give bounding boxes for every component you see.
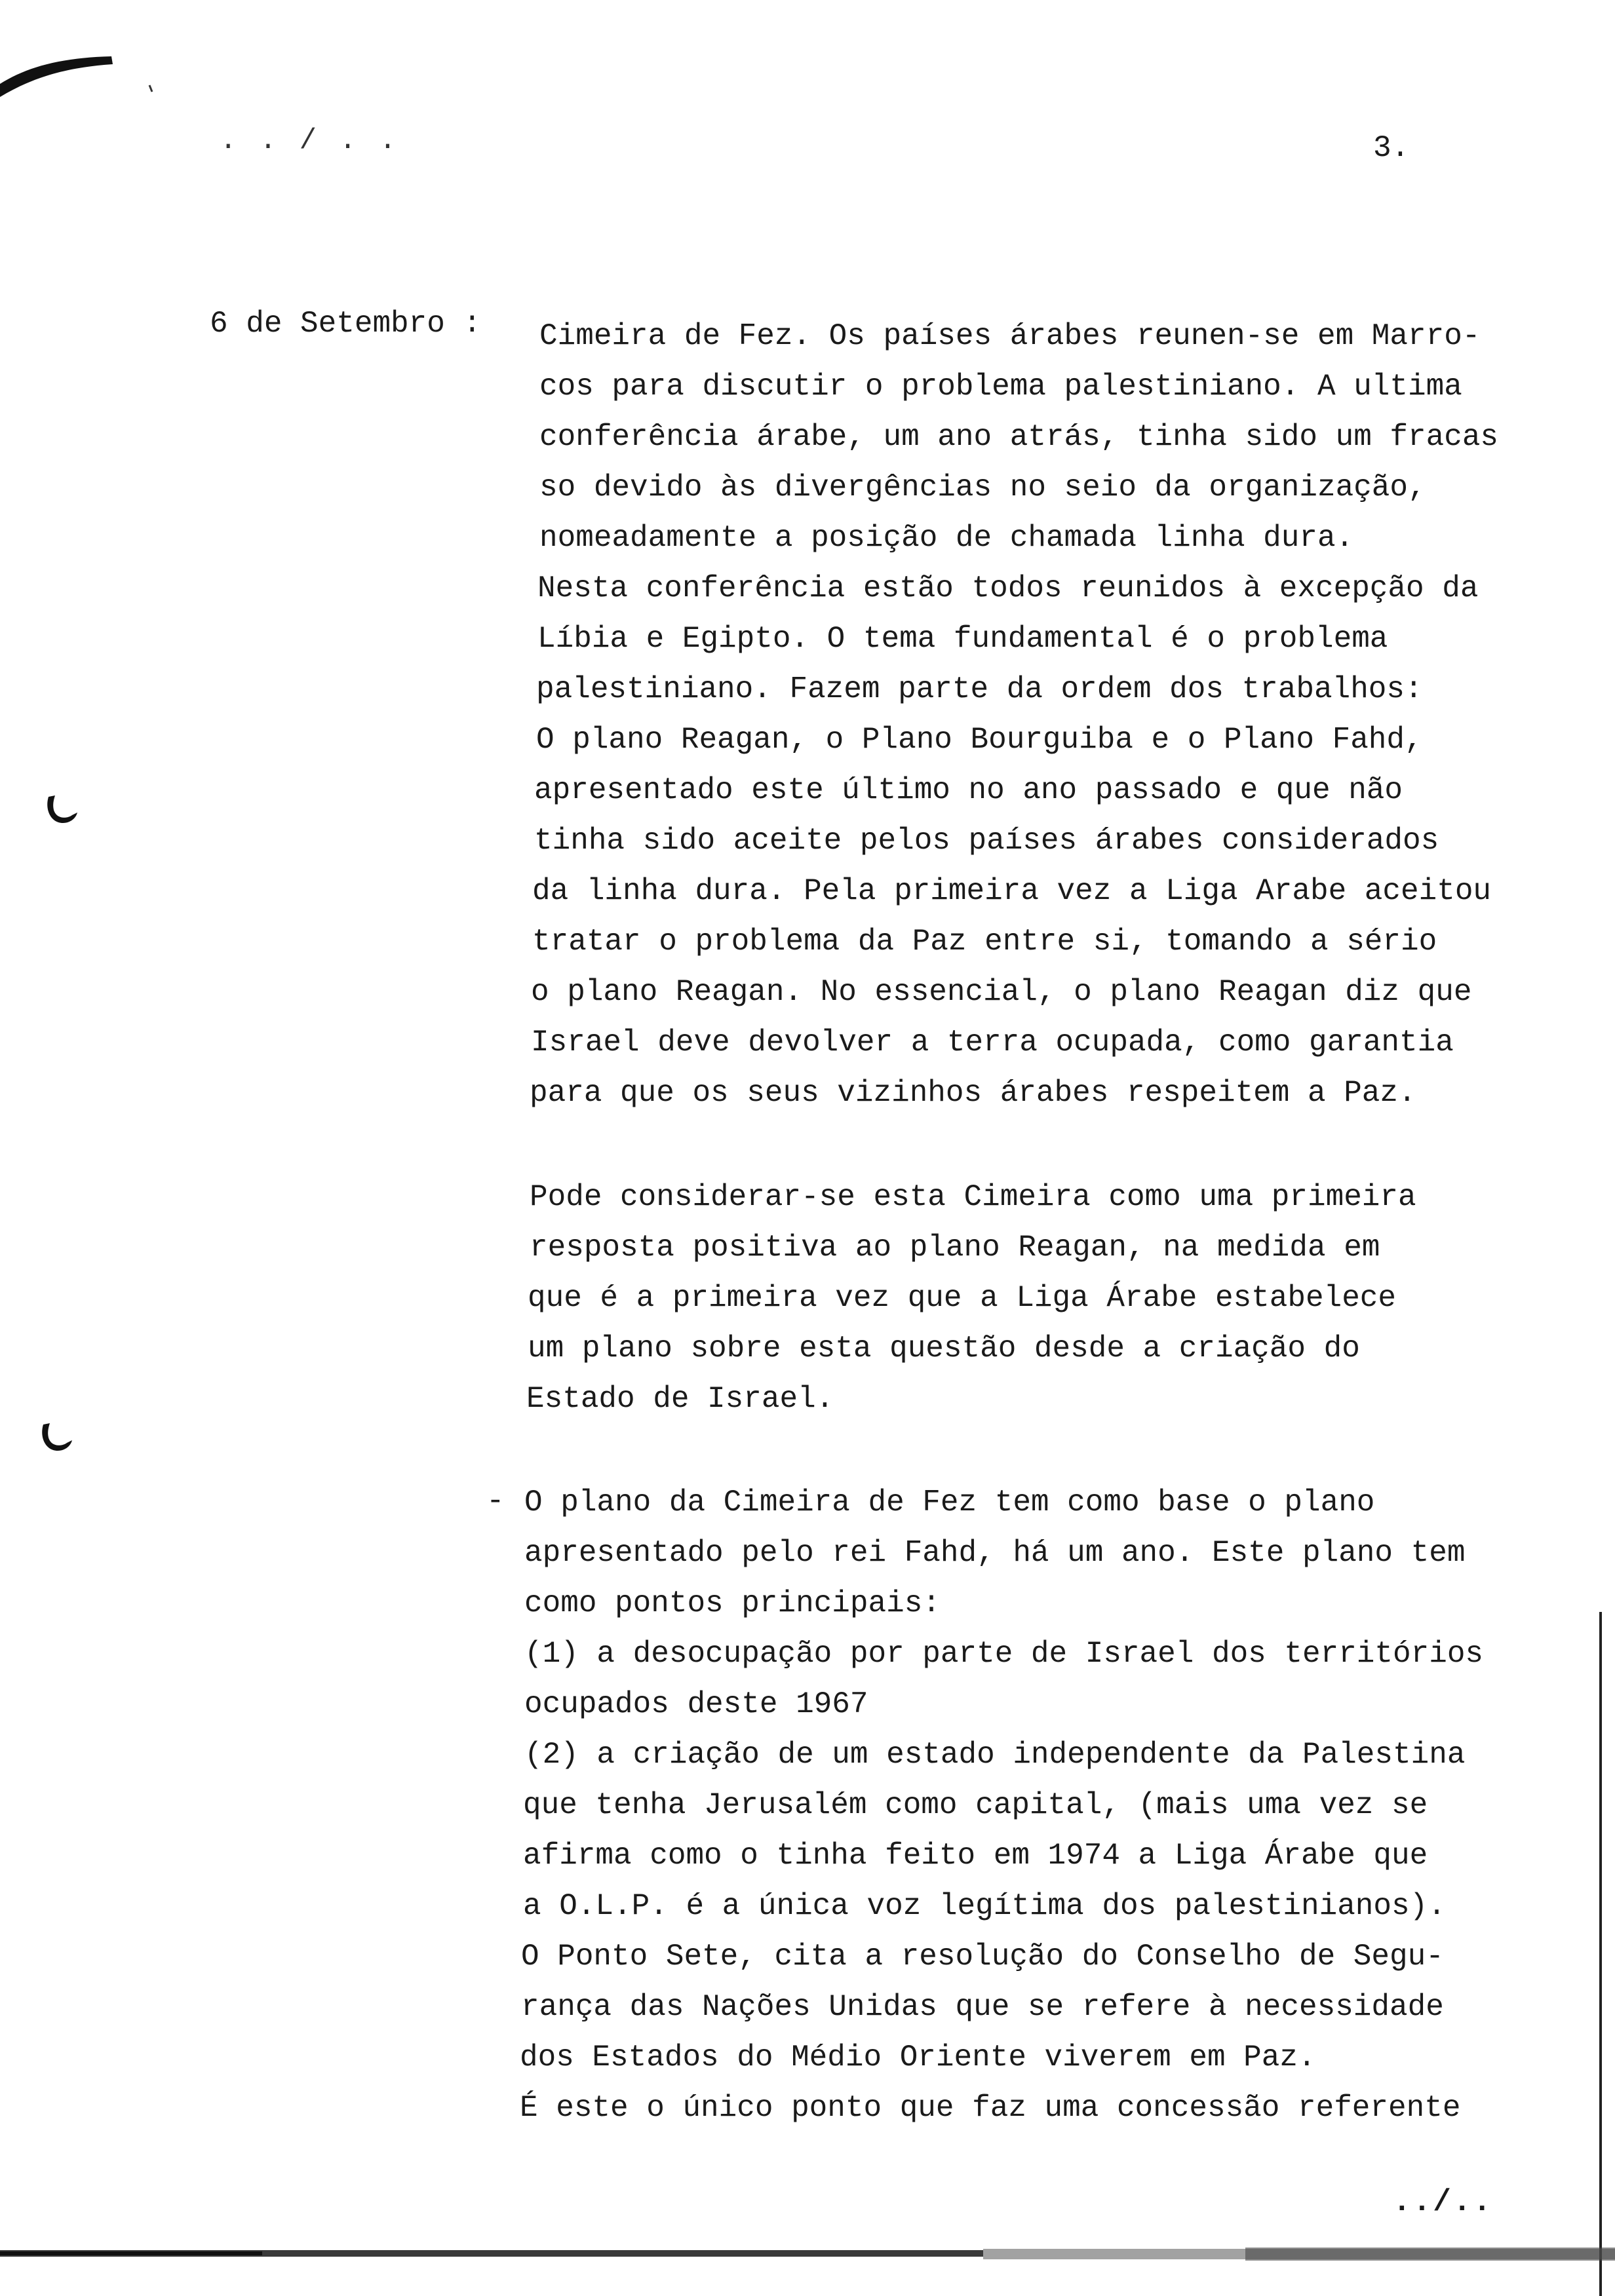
staple-mark-icon [0, 31, 164, 104]
text-line: O Ponto Sete, cita a resolução do Conselho de Segu- [521, 1940, 1444, 1974]
text-line: Líbia e Egipto. O tema fundamental é o problema [537, 622, 1388, 656]
punch-hole-icon [38, 1421, 73, 1456]
scan-bottom-bar [0, 2248, 1615, 2261]
text-line: apresentado pelo rei Fahd, há um ano. Este plano tem [524, 1536, 1466, 1570]
text-line: É este o único ponto que faz uma concessão referente [520, 2091, 1461, 2125]
text-line: Cimeira de Fez. Os países árabes reunen-se em Marro- [539, 319, 1481, 353]
text-line: (2) a criação de um estado independente da Palestina [524, 1738, 1466, 1772]
text-line: rança das Nações Unidas que se refere à necessidade [521, 1990, 1444, 2024]
text-line: tratar o problema da Paz entre si, tomando a sério [532, 925, 1437, 959]
text-line: tinha sido aceite pelos países árabes considerados [534, 824, 1439, 858]
text-line: O plano Reagan, o Plano Bourguiba e o Plano Fahd, [536, 723, 1423, 757]
text-line: a O.L.P. é a única voz legítima dos palestinianos). [523, 1889, 1446, 1923]
text-line: o plano Reagan. No essencial, o plano Reagan diz que [531, 975, 1472, 1009]
text-line: O plano da Cimeira de Fez tem como base o plano [524, 1485, 1375, 1520]
entry-date-label: 6 de Setembro : [210, 307, 482, 341]
text-line: dos Estados do Médio Oriente viverem em Paz. [520, 2040, 1316, 2075]
continuation-mark-top: . . / . . [220, 124, 399, 157]
text-line: nomeadamente a posição de chamada linha dura. [539, 521, 1354, 555]
text-line: so devido às divergências no seio da organização, [539, 470, 1426, 505]
text-line: da linha dura. Pela primeira vez a Liga Arabe aceitou [532, 874, 1492, 908]
text-line: como pontos principais: [524, 1586, 941, 1620]
text-line: para que os seus vizinhos árabes respeitem a Paz. [530, 1076, 1416, 1110]
text-line: Israel deve devolver a terra ocupada, como garantia [531, 1025, 1454, 1060]
text-line: conferência árabe, um ano atrás, tinha sido um fracas [539, 420, 1499, 454]
text-line: (1) a desocupação por parte de Israel dos territórios [524, 1637, 1484, 1671]
text-line: um plano sobre esta questão desde a criação do [528, 1331, 1360, 1366]
text-line: que é a primeira vez que a Liga Árabe estabelece [528, 1281, 1397, 1315]
text-line: ocupados deste 1967 [524, 1687, 868, 1721]
text-line: cos para discutir o problema palestiniano. A ultima [539, 370, 1462, 404]
list-dash: - [486, 1484, 505, 1518]
text-line: Estado de Israel. [526, 1382, 834, 1416]
text-line: que tenha Jerusalém como capital, (mais uma vez se [523, 1788, 1428, 1822]
page-number: 3. [1373, 131, 1410, 165]
text-line: apresentado este último no ano passado e que não [534, 773, 1403, 807]
text-line: palestiniano. Fazem parte da ordem dos trabalhos: [536, 672, 1423, 706]
text-line: resposta positiva ao plano Reagan, na medida em [530, 1231, 1380, 1265]
continuation-mark-bottom: ../.. [1393, 2185, 1494, 2219]
scan-edge-line [1599, 1612, 1602, 2296]
text-line: Nesta conferência estão todos reunidos à excepção da [537, 571, 1479, 605]
punch-hole-icon [43, 793, 79, 828]
text-line: afirma como o tinha feito em 1974 a Liga Árabe que [523, 1839, 1428, 1873]
text-line: Pode considerar-se esta Cimeira como uma primeira [530, 1180, 1416, 1214]
